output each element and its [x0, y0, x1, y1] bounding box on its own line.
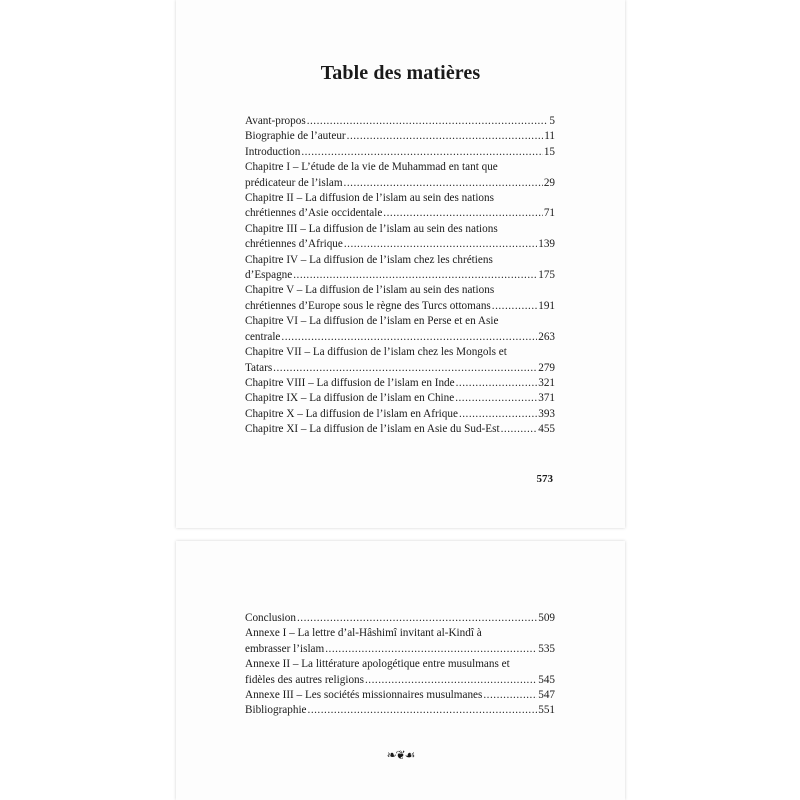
toc-entry-row	[245, 330, 555, 345]
toc-entry-title: Avant-propos	[245, 115, 306, 127]
toc-entry-page-number: 263	[538, 330, 555, 343]
toc-entry-title-line: Chapitre I – L’étude de la vie de Muhammad en tant que	[245, 161, 498, 174]
toc-entry	[245, 688, 555, 703]
fleuron-ornament: ❧❦☙	[386, 748, 415, 762]
toc-entry	[245, 314, 555, 345]
toc-entry-page-number: 71	[543, 207, 555, 220]
toc-entry-title-line: Chapitre II – La diffusion de l’islam au sein des nations	[245, 192, 494, 205]
toc-entry-title: Biographie de l’auteur	[245, 130, 346, 143]
toc-entry-page-number: 321	[538, 376, 555, 389]
toc-entry-title: Introduction	[245, 145, 301, 158]
toc-entry-title: embrasser l’islam	[245, 642, 325, 655]
toc-entry-page-number: 393	[538, 407, 555, 420]
toc-entry-page-number: 139	[538, 238, 555, 251]
toc-entry-title: Chapitre XI – La diffusion de l’islam en Asie du Sud-Est	[245, 423, 500, 436]
toc-entry-title: fidèles des autres religions	[245, 673, 364, 686]
toc-entry	[245, 422, 555, 437]
dot-leader	[501, 422, 538, 437]
toc-entry-row	[245, 145, 555, 160]
book-page-toc-continued	[176, 541, 625, 800]
toc-entry-title-line: Chapitre IV – La diffusion de l’islam chez les chrétiens	[245, 253, 493, 266]
toc-entry-page-number: 547	[538, 689, 555, 702]
toc-entry-row	[245, 391, 555, 406]
toc-entry-row	[245, 114, 555, 129]
toc-entry	[245, 345, 555, 376]
toc-entry-row	[245, 407, 555, 422]
toc-entry-title: centrale	[245, 330, 281, 343]
toc-entry-row	[245, 642, 555, 657]
toc-entry	[245, 191, 555, 222]
dot-leader	[281, 330, 537, 345]
toc-entry-title: chrétiennes d’Europe sous le règne des Turcs ottomans	[245, 299, 491, 312]
toc-entry-page-number: 551	[538, 704, 555, 717]
toc-entry-row	[245, 206, 555, 221]
toc-entry-row	[245, 129, 555, 144]
toc-entry-title: d’Espagne	[245, 269, 293, 282]
dot-leader	[301, 145, 543, 160]
toc-entry-page-number: 15	[543, 145, 555, 158]
toc-entry-row	[245, 422, 555, 437]
toc-entry-page-number: 545	[538, 673, 555, 686]
book-page-toc	[176, 0, 625, 528]
toc-entry-page-number: 29	[543, 176, 555, 189]
toc-entry-row	[245, 611, 555, 626]
dot-leader	[297, 611, 537, 626]
toc-entry	[245, 114, 555, 129]
dot-leader	[456, 376, 538, 391]
toc-entry	[245, 611, 555, 626]
toc-entry	[245, 407, 555, 422]
toc-entry-page-number: 455	[538, 423, 555, 436]
toc-list-continued	[245, 611, 555, 719]
dot-leader	[344, 237, 537, 252]
page-number: 573	[536, 473, 553, 485]
toc-entry	[245, 657, 555, 688]
toc-entry	[245, 391, 555, 406]
page-title: Table des matières	[320, 62, 481, 84]
dot-leader	[308, 703, 538, 718]
toc-entry-title-line: Chapitre VII – La diffusion de l’islam chez les Mongols et	[245, 346, 507, 359]
dot-leader	[459, 407, 537, 422]
dot-leader	[455, 391, 537, 406]
toc-entry-title: Tatars	[245, 361, 273, 374]
toc-entry	[245, 160, 555, 191]
dot-leader	[347, 129, 544, 144]
toc-entry-title-line: Chapitre III – La diffusion de l’islam au sein des nations	[245, 222, 498, 235]
toc-entry-page-number: 175	[538, 269, 555, 282]
toc-entry-row	[245, 688, 555, 703]
toc-entry-row	[245, 237, 555, 252]
toc-entry-row	[245, 361, 555, 376]
toc-entry-row	[245, 268, 555, 283]
dot-leader	[383, 206, 543, 221]
toc-entry-title-line: Chapitre VI – La diffusion de l’islam en Perse et en Asie	[245, 315, 499, 328]
toc-entry-title: chrétiennes d’Afrique	[245, 238, 343, 251]
dot-leader	[273, 361, 537, 376]
toc-entry-title-line: Annexe II – La littérature apologétique entre musulmans et	[245, 658, 510, 671]
toc-entry-title: Bibliographie	[245, 704, 307, 717]
dot-leader	[307, 114, 549, 129]
toc-entry-page-number: 535	[538, 642, 555, 655]
toc-entry-title-line: Annexe I – La lettre d’al-Hâshimî invitant al-Kindî à	[245, 627, 482, 640]
toc-entry-row	[245, 299, 555, 314]
toc-entry-row	[245, 176, 555, 191]
dot-leader	[492, 299, 537, 314]
toc-entry	[245, 145, 555, 160]
toc-entry	[245, 626, 555, 657]
dot-leader	[293, 268, 537, 283]
toc-list	[245, 114, 555, 438]
toc-entry-page-number: 5	[549, 115, 555, 127]
dot-leader	[365, 673, 537, 688]
toc-entry	[245, 376, 555, 391]
toc-entry	[245, 129, 555, 144]
toc-entry-title: Chapitre IX – La diffusion de l’islam en Chine	[245, 392, 455, 405]
dot-leader	[325, 642, 537, 657]
toc-entry-page-number: 11	[544, 130, 555, 143]
toc-entry-title: prédicateur de l’islam	[245, 176, 343, 189]
toc-entry-title: Chapitre VIII – La diffusion de l’islam en Inde	[245, 376, 455, 389]
toc-entry-title: Conclusion	[245, 612, 296, 624]
toc-entry	[245, 703, 555, 718]
toc-entry-title-line: Chapitre V – La diffusion de l’islam au sein des nations	[245, 284, 495, 297]
toc-entry-page-number: 279	[538, 361, 555, 374]
toc-entry-title: chrétiennes d’Asie occidentale	[245, 207, 383, 220]
toc-entry-page-number: 509	[538, 612, 555, 624]
toc-entry-title: Annexe III – Les sociétés missionnaires musulmanes	[245, 689, 483, 702]
toc-entry	[245, 253, 555, 284]
toc-entry-page-number: 191	[538, 299, 555, 312]
toc-entry-row	[245, 703, 555, 718]
toc-entry	[245, 283, 555, 314]
toc-entry	[245, 222, 555, 253]
toc-entry-title: Chapitre X – La diffusion de l’islam en Afrique	[245, 407, 458, 420]
toc-entry-row	[245, 376, 555, 391]
toc-entry-row	[245, 673, 555, 688]
dot-leader	[344, 176, 543, 191]
dot-leader	[483, 688, 537, 703]
toc-entry-page-number: 371	[538, 392, 555, 405]
